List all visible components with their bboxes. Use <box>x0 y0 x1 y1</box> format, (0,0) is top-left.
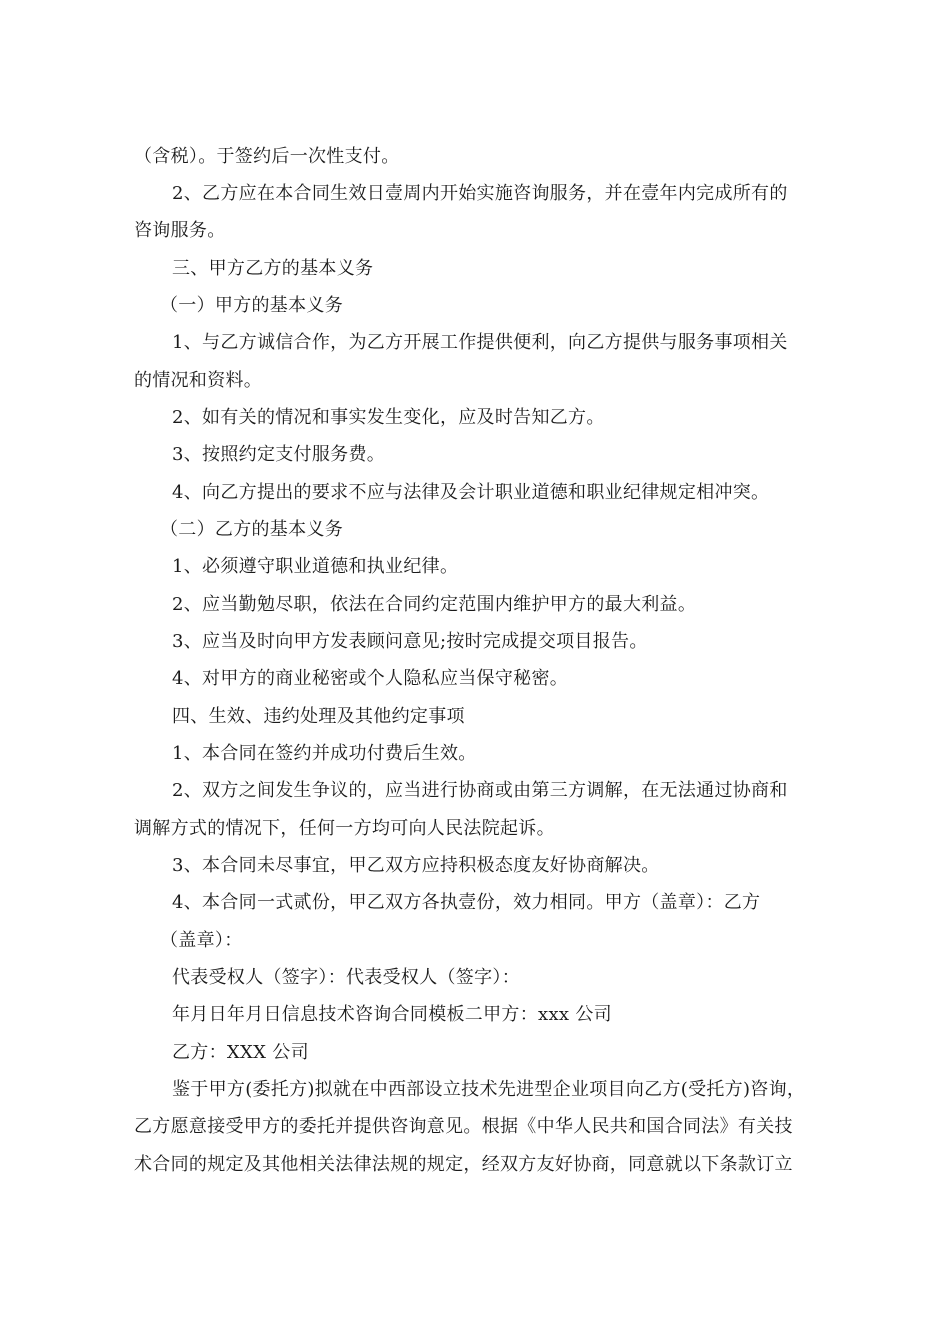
text-line: 3、本合同未尽事宜，甲乙双方应持积极态度友好协商解决。 <box>172 855 660 876</box>
text-line: 乙方：XXX 公司 <box>172 1042 309 1063</box>
text-line: 4、向乙方提出的要求不应与法律及会计职业道德和职业纪律规定相冲突。 <box>172 482 770 503</box>
text-line: （盖章）： <box>160 930 243 951</box>
text-line: 咨询服务。 <box>134 220 226 241</box>
text-line: 3、按照约定支付服务费。 <box>172 444 386 465</box>
subsection-heading: （一）甲方的基本义务 <box>160 295 343 316</box>
text-line: 4、本合同一式贰份，甲乙双方各执壹份，效力相同。甲方（盖章）：乙方 <box>172 892 761 913</box>
text-line: 乙方愿意接受甲方的委托并提供咨询意见。根据《中华人民共和国合同法》有关技 <box>134 1116 793 1137</box>
text-line: 3、应当及时向甲方发表顾问意见;按时完成提交项目报告。 <box>172 631 648 652</box>
text-line: 1、本合同在签约并成功付费后生效。 <box>172 743 477 764</box>
text-line: 2、应当勤勉尽职，依法在合同约定范围内维护甲方的最大利益。 <box>172 594 697 615</box>
text-line: 年月日年月日信息技术咨询合同模板二甲方：xxx 公司 <box>172 1004 612 1025</box>
text-line: 术合同的规定及其他相关法律法规的规定，经双方友好协商，同意就以下条款订立 <box>134 1154 793 1175</box>
text-line: （含税）。于签约后一次性支付。 <box>134 146 400 167</box>
text-line: 鉴于甲方(委托方)拟就在中西部设立技术先进型企业项目向乙方(受托方)咨询， <box>172 1079 806 1100</box>
text-line: 2、如有关的情况和事实发生变化，应及时告知乙方。 <box>172 407 605 428</box>
text-line: 1、与乙方诚信合作，为乙方开展工作提供便利，向乙方提供与服务事项相关 <box>172 332 788 353</box>
section-heading: 三、甲方乙方的基本义务 <box>172 258 374 279</box>
subsection-heading: （二）乙方的基本义务 <box>160 519 343 540</box>
section-heading: 四、生效、违约处理及其他约定事项 <box>172 706 465 727</box>
text-line: 4、对甲方的商业秘密或个人隐私应当保守秘密。 <box>172 668 569 689</box>
text-line: 1、必须遵守职业道德和执业纪律。 <box>172 556 459 577</box>
text-line: 2、双方之间发生争议的，应当进行协商或由第三方调解，在无法通过协商和 <box>172 780 788 801</box>
signature-line: 代表受权人（签字）：代表受权人（签字）： <box>172 967 520 988</box>
text-line: 调解方式的情况下，任何一方均可向人民法院起诉。 <box>134 818 555 839</box>
text-line: 的情况和资料。 <box>134 370 263 391</box>
text-line: 2、乙方应在本合同生效日壹周内开始实施咨询服务，并在壹年内完成所有的 <box>172 183 788 204</box>
